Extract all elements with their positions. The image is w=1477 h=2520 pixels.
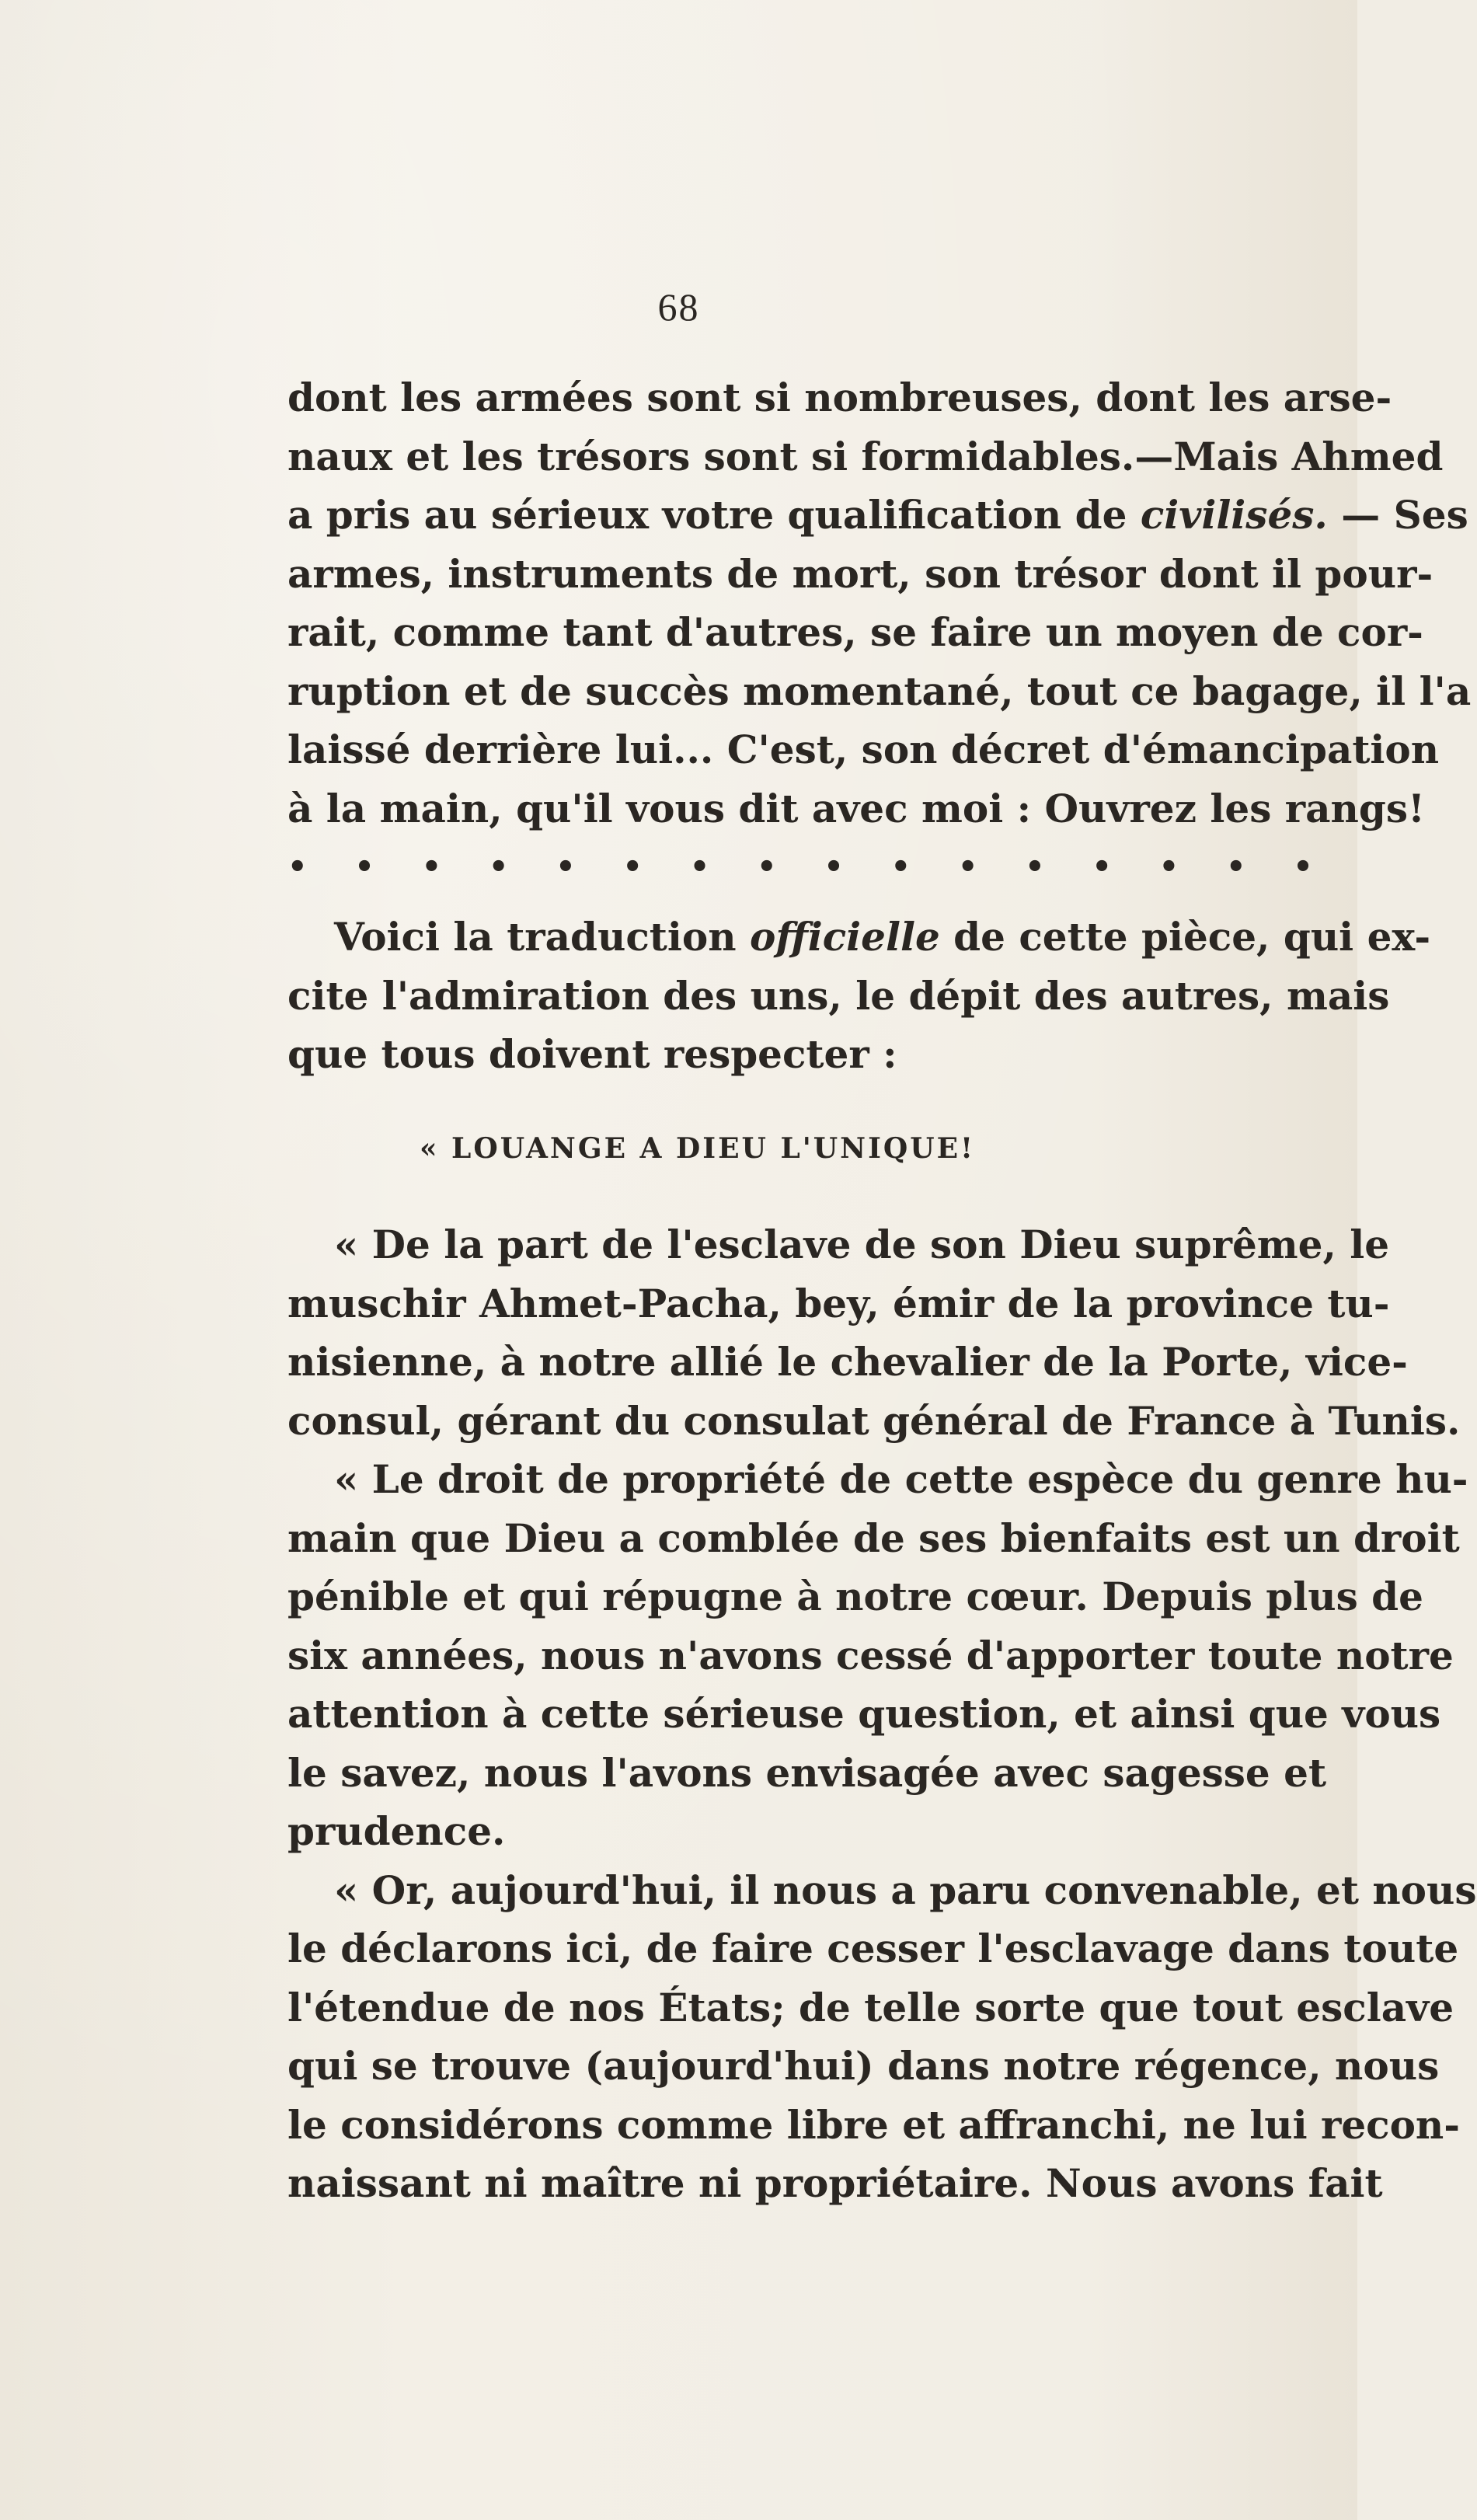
separator-dot: • [890, 849, 911, 885]
text-line: le savez, nous l'avons envisagée avec sagesse et [287, 1749, 1327, 1796]
text-line: consul, gérant du consulat général de France à Tunis. [287, 1397, 1461, 1444]
text-line: ruption et de succès momentané, tout ce bagage, il l'a [287, 667, 1472, 714]
text-line: le considérons comme libre et affranchi, ne lui recon- [287, 2101, 1461, 2148]
text-line: naux et les trésors sont si formidables.—Mais Ahmed [287, 433, 1444, 479]
separator-dot: • [287, 849, 308, 885]
text-line: naissant ni maître ni propriétaire. Nous avons fait [287, 2160, 1383, 2206]
text-line: Voici la traduction officielle de cette pièce, qui ex- [334, 914, 1431, 960]
separator-dot: • [1092, 849, 1112, 885]
separator-dot: • [824, 849, 844, 885]
separator-dot: • [756, 849, 777, 885]
italic-word-officielle: officielle [750, 914, 940, 960]
separator-dot: • [689, 849, 710, 885]
separator-dot: • [1025, 849, 1045, 885]
text-line: prudence. [287, 1808, 506, 1854]
text-line: qui se trouve (aujourd'hui) dans notre régence, nous [287, 2043, 1440, 2089]
paragraph-arsenals [287, 368, 1472, 838]
text-line: attention à cette sérieuse question, et ainsi que vous [287, 1691, 1441, 1737]
paragraph-translation [287, 908, 1431, 1084]
text-line: à la main, qu'il vous dit avec moi : Ouvrez les rangs! [287, 785, 1425, 831]
text-line: nisienne, à notre allié le chevalier de la Porte, vice- [287, 1339, 1408, 1385]
separator-dot: • [488, 849, 509, 885]
decree-text [287, 1215, 1477, 2213]
text-line: « De la part de l'esclave de son Dieu suprême, le [334, 1222, 1390, 1267]
text-line: laissé derrière lui... C'est, son décret d'émancipation [287, 727, 1440, 772]
text-line: a pris au sérieux votre qualification de civilisés. — Ses [287, 492, 1468, 538]
separator-dot: • [556, 849, 576, 885]
text-line: main que Dieu a comblée de ses bienfaits est un droit [287, 1514, 1460, 1561]
text-line: armes, instruments de mort, son trésor dont il pour- [287, 550, 1433, 597]
text-line: l'étendue de nos États; de telle sorte que tout esclave [287, 1984, 1454, 2030]
text-line: « Le droit de propriété de cette espèce du genre hu- [334, 1456, 1468, 1502]
text-line: que tous doivent respecter : [287, 1031, 897, 1077]
separator-dot: • [354, 849, 374, 885]
text-line: six années, nous n'avons cessé d'apporter toute notre [287, 1632, 1454, 1678]
separator-dot: • [1293, 849, 1313, 885]
separator-dot: • [1225, 849, 1246, 885]
italic-word-civilises: civilisés. [1140, 492, 1328, 538]
separator-dot: • [622, 849, 643, 885]
text-line: muschir Ahmet-Pacha, bey, émir de la province tu- [287, 1280, 1390, 1326]
separator-dot: • [1158, 849, 1179, 885]
text-line: « Or, aujourd'hui, il nous a paru convenable, et nous [334, 1866, 1477, 1913]
text-line: dont les armées sont si nombreuses, dont les arse- [287, 375, 1392, 420]
separator-dot: • [957, 849, 978, 885]
text-line: rait, comme tant d'autres, se faire un moyen de cor- [287, 609, 1423, 655]
separator-dot: • [421, 849, 442, 885]
text-line: cite l'admiration des uns, le dépit des autres, mais [287, 972, 1390, 1019]
decree-heading: « LOUANGE A DIEU L'UNIQUE! [420, 1132, 975, 1165]
ellipsis-separator [287, 849, 1313, 885]
text-line: pénible et qui répugne à notre cœur. Depuis plus de [287, 1574, 1423, 1619]
text-line: le déclarons ici, de faire cesser l'esclavage dans toute [287, 1926, 1459, 1971]
page-number: 68 [657, 285, 700, 329]
